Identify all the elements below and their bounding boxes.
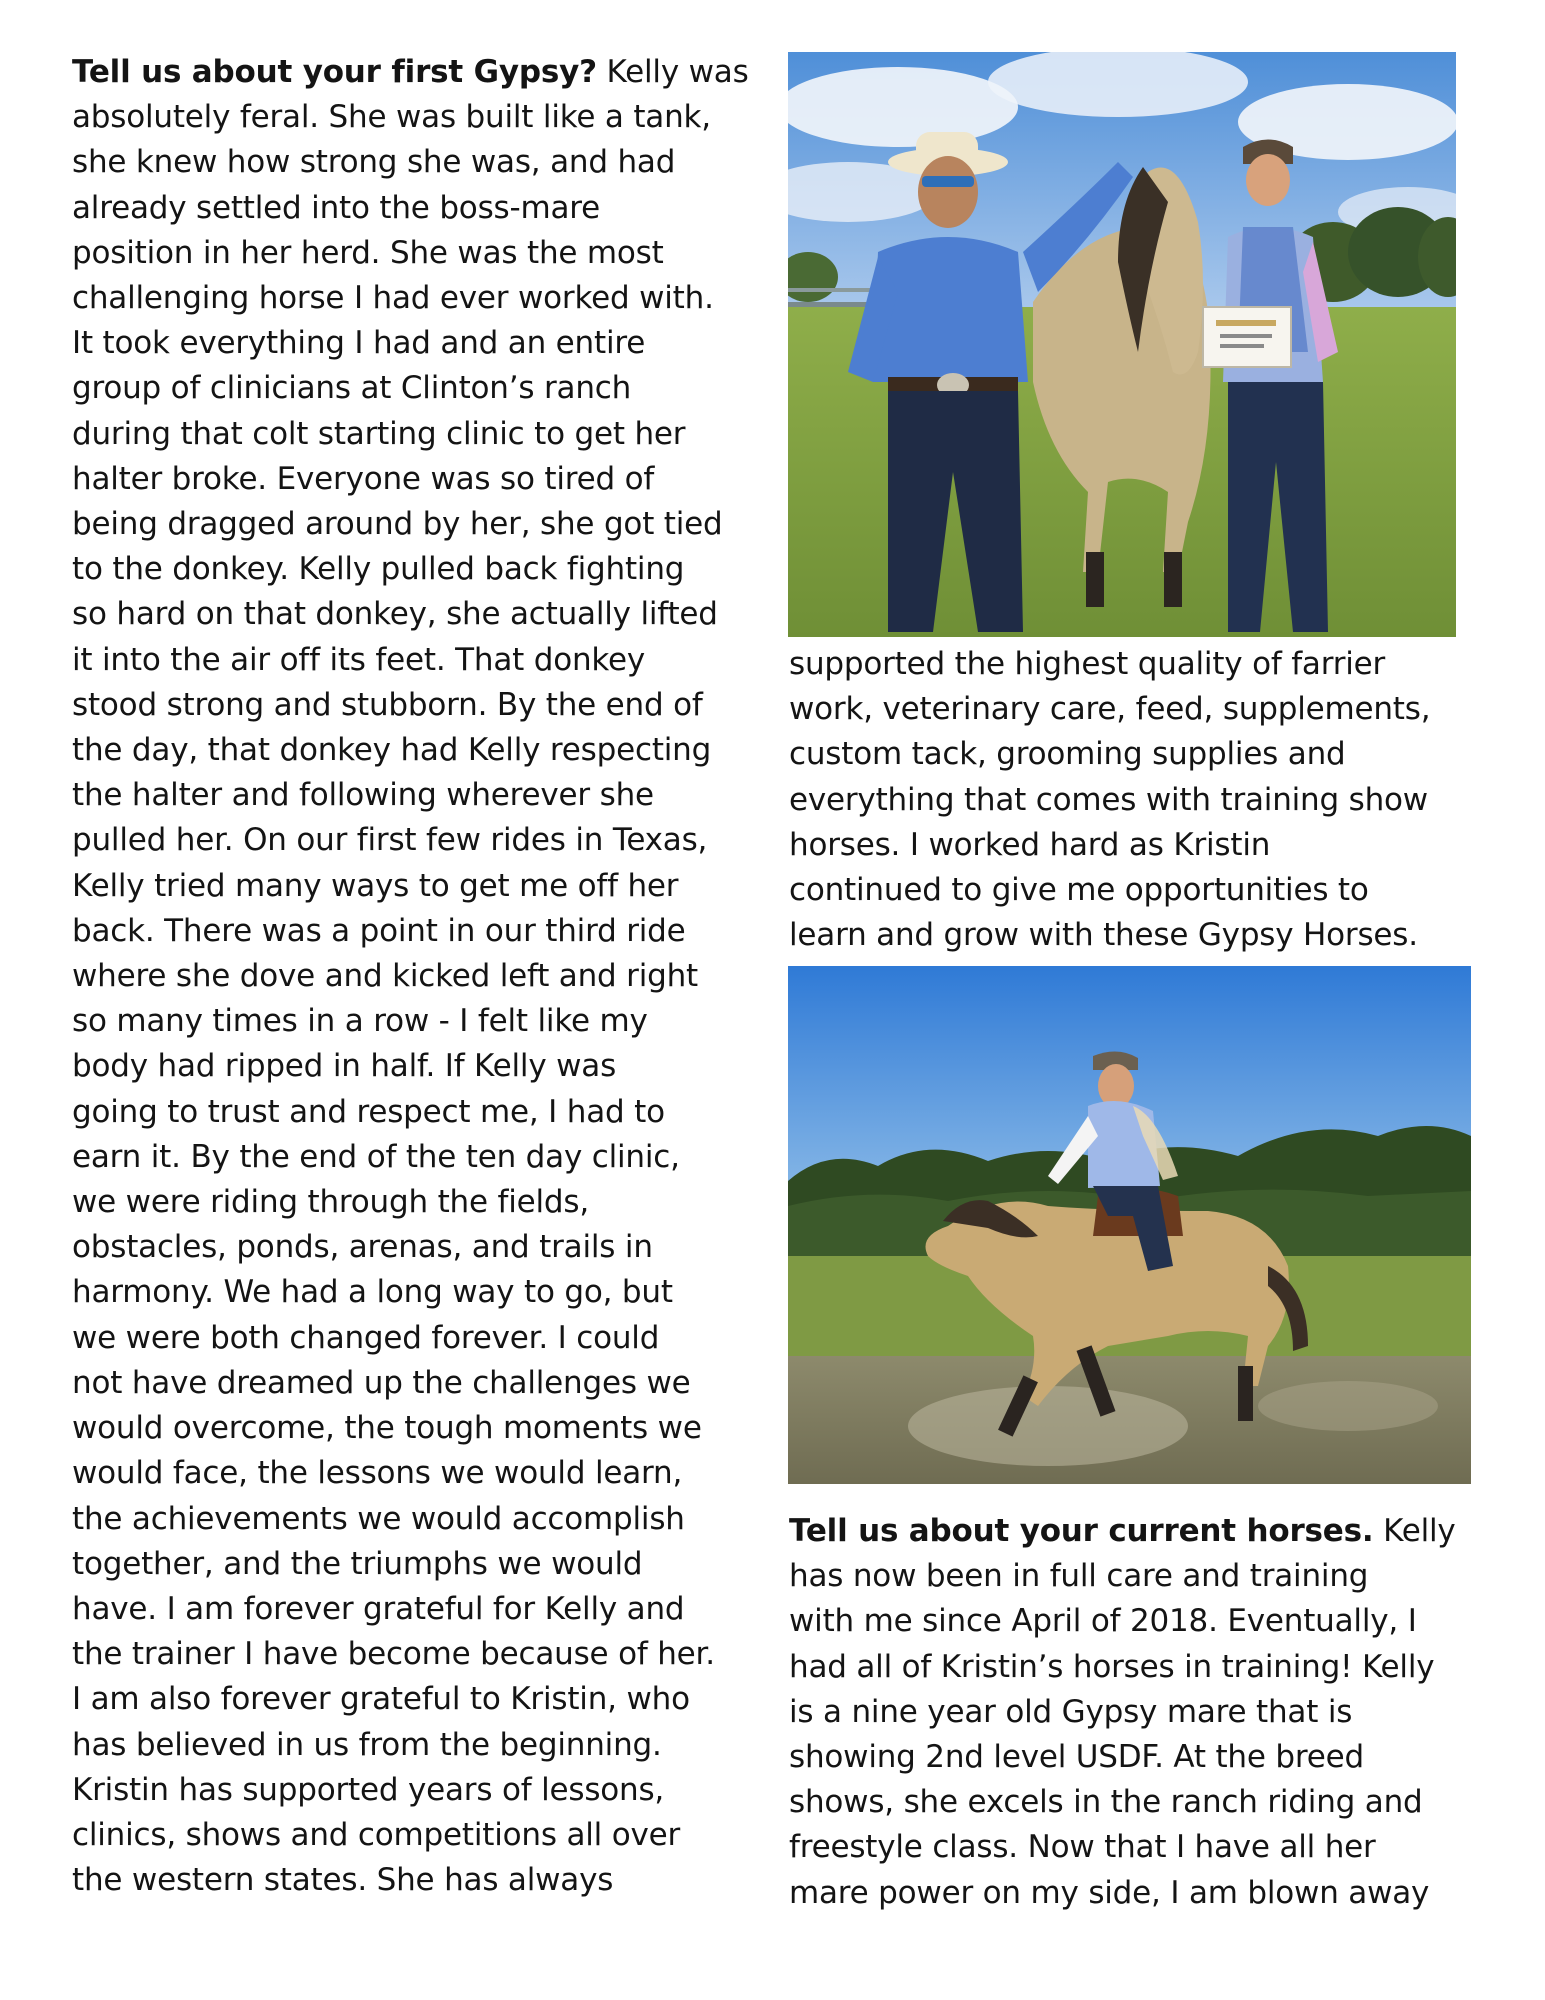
text-line: would overcome, the tough moments we <box>72 1410 702 1447</box>
text-line: continued to give me opportunities to <box>789 872 1369 909</box>
first-line: Tell us about your current horses. Kelly <box>789 1513 1456 1549</box>
text-line: the western states. She has always <box>72 1862 614 1899</box>
text-line: have. I am forever grateful for Kelly and <box>72 1590 685 1627</box>
text-line: is a nine year old Gypsy mare that is <box>789 1693 1353 1730</box>
text-line: back. There was a point in our third ride <box>72 912 686 949</box>
text-line: obstacles, ponds, arenas, and trails in <box>72 1229 653 1266</box>
text-line: learn and grow with these Gypsy Horses. <box>789 917 1418 954</box>
text-line: has now been in full care and training <box>789 1558 1369 1595</box>
text-line: custom tack, grooming supplies and <box>789 736 1346 773</box>
text-line: Kristin has supported years of lessons, <box>72 1771 665 1808</box>
text-line: the halter and following wherever she <box>72 777 654 814</box>
text-line: so many times in a row - I felt like my <box>72 1003 648 1040</box>
left-text-column <box>72 50 762 1903</box>
text-line: the day, that donkey had Kelly respecting <box>72 732 712 769</box>
text-line: so hard on that donkey, she actually lifted <box>72 596 718 633</box>
text-line: challenging horse I had ever worked with. <box>72 280 714 317</box>
text-line: showing 2nd level USDF. At the breed <box>789 1739 1364 1776</box>
first-line: Tell us about your first Gypsy? Kelly was <box>72 54 749 90</box>
text-line: it into the air off its feet. That donkey <box>72 641 646 678</box>
text-line: earn it. By the end of the ten day clinic, <box>72 1138 680 1175</box>
right-top-text-column <box>789 642 1489 958</box>
text-line: we were both changed forever. I could <box>72 1319 660 1356</box>
text-line: I am also forever grateful to Kristin, who <box>72 1681 690 1718</box>
text-line: harmony. We had a long way to go, but <box>72 1274 673 1311</box>
text-line: during that colt starting clinic to get her <box>72 415 686 452</box>
text-line: has believed in us from the beginning. <box>72 1726 662 1763</box>
award-photo-image <box>788 52 1456 637</box>
text-line: the achievements we would accomplish <box>72 1500 685 1537</box>
text-line: going to trust and respect me, I had to <box>72 1093 665 1130</box>
text-line: clinics, shows and competitions all over <box>72 1816 681 1853</box>
water-riding-photo <box>788 966 1471 1484</box>
text-line: It took everything I had and an entire <box>72 325 646 362</box>
text-line: would face, the lessons we would learn, <box>72 1455 683 1492</box>
text-line: we were riding through the fields, <box>72 1184 590 1221</box>
right-bottom-text-column <box>789 1509 1489 1916</box>
text-line: being dragged around by her, she got tied <box>72 506 723 543</box>
text-line: Kelly tried many ways to get me off her <box>72 867 679 904</box>
text-line: everything that comes with training show <box>789 781 1428 818</box>
text-line: work, veterinary care, feed, supplements, <box>789 691 1431 728</box>
text-line: shows, she excels in the ranch riding and <box>789 1784 1423 1821</box>
text-line: not have dreamed up the challenges we <box>72 1364 691 1401</box>
text-line: absolutely feral. She was built like a tank, <box>72 99 711 136</box>
text-line: group of clinicians at Clinton’s ranch <box>72 370 632 407</box>
text-line: to the donkey. Kelly pulled back fighting <box>72 551 685 588</box>
text-line: pulled her. On our first few rides in Texas, <box>72 822 708 859</box>
text-line: horses. I worked hard as Kristin <box>789 826 1271 863</box>
section-heading-current-horses: Tell us about your current horses. <box>789 1513 1374 1549</box>
text-line: already settled into the boss-mare <box>72 189 600 226</box>
text-line: the trainer I have become because of her. <box>72 1636 715 1673</box>
text-line: with me since April of 2018. Eventually, I <box>789 1603 1417 1640</box>
text-line: she knew how strong she was, and had <box>72 144 676 181</box>
text-line: halter broke. Everyone was so tired of <box>72 460 655 497</box>
text-line: stood strong and stubborn. By the end of <box>72 686 703 723</box>
text-line: where she dove and kicked left and right <box>72 958 699 995</box>
text-line: together, and the triumphs we would <box>72 1545 643 1582</box>
text-line: freestyle class. Now that I have all her <box>789 1829 1376 1866</box>
water-riding-photo-image <box>788 966 1471 1484</box>
text-line: body had ripped in half. If Kelly was <box>72 1048 617 1085</box>
section-heading-first-gypsy: Tell us about your first Gypsy? <box>72 54 597 90</box>
text-line: mare power on my side, I am blown away <box>789 1874 1430 1911</box>
text-line: had all of Kristin’s horses in training! Kelly <box>789 1648 1435 1685</box>
text-line: position in her herd. She was the most <box>72 234 664 271</box>
text-line: supported the highest quality of farrier <box>789 646 1386 682</box>
award-photo <box>788 52 1456 637</box>
